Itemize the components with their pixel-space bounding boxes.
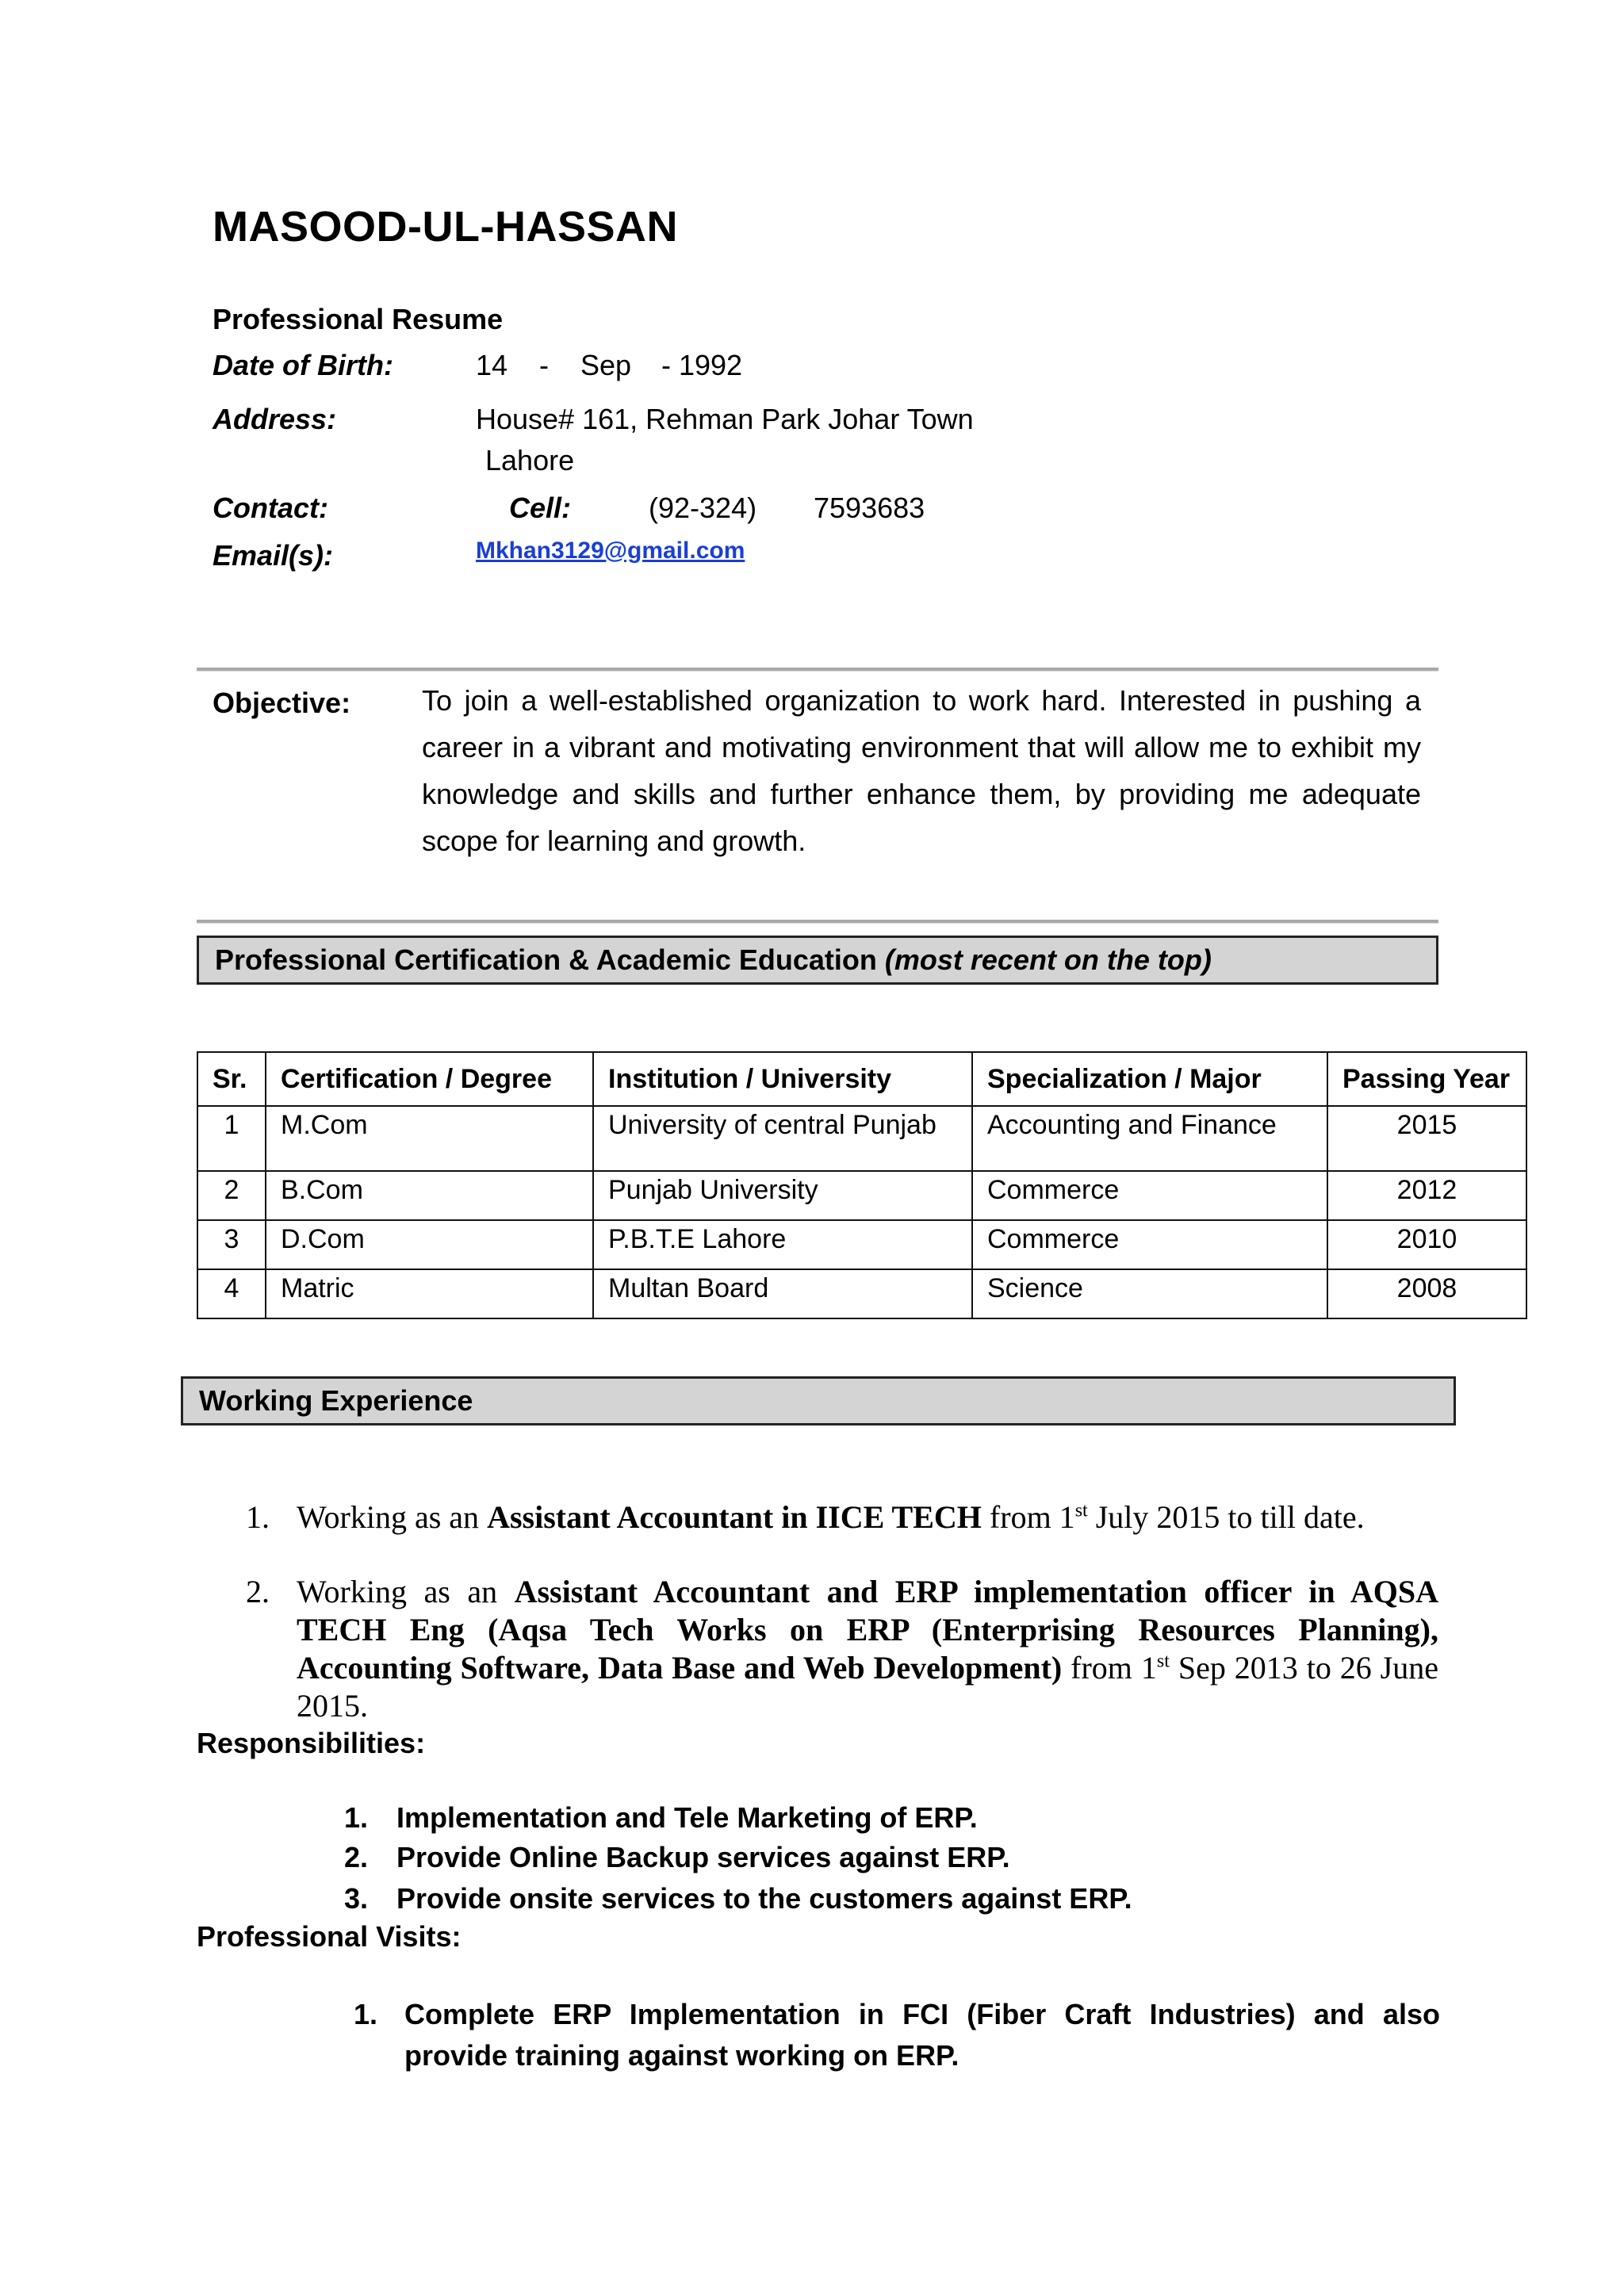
- ordinal-suffix: st: [1156, 1651, 1170, 1672]
- experience-text: from 1: [1062, 1650, 1157, 1686]
- address-line-1: House# 161, Rehman Park Johar Town: [476, 403, 974, 435]
- cell-degree: Matric: [266, 1269, 593, 1318]
- experience-section-header: [181, 1376, 1456, 1425]
- visits-heading: Professional Visits:: [197, 1920, 462, 1953]
- responsibility-number: 2.: [344, 1841, 369, 1873]
- experience-text: from 1: [981, 1499, 1075, 1535]
- cell-specialization: Commerce: [972, 1171, 1327, 1220]
- cell-specialization: Accounting and Finance: [972, 1106, 1327, 1171]
- cell-institution: Multan Board: [593, 1269, 972, 1318]
- column-header-institution: Institution / University: [593, 1052, 972, 1106]
- experience-item-number: 2.: [246, 1574, 270, 1609]
- cell-specialization: Commerce: [972, 1220, 1327, 1269]
- visit-number: 1.: [354, 1998, 378, 2030]
- responsibility-item: Implementation and Tele Marketing of ERP.: [396, 1801, 978, 1834]
- experience-text: Sep 2013 to 26 June 2015.: [297, 1650, 1439, 1724]
- education-heading: Professional Certification & Academic Education: [215, 943, 877, 976]
- table-row: [197, 1220, 1526, 1269]
- dob-day: 14: [476, 349, 508, 381]
- cell-degree: D.Com: [266, 1220, 593, 1269]
- visit-item: Complete ERP Implementation in FCI (Fiber Craft Industries) and also provide training against working on ERP.: [404, 1998, 1440, 2072]
- objective-label: Objective:: [213, 687, 351, 719]
- cell-sr: 2: [197, 1171, 266, 1220]
- cell-specialization: Science: [972, 1269, 1327, 1318]
- address-label: Address:: [213, 403, 337, 435]
- divider-top: [197, 668, 1438, 672]
- responsibility-number: 3.: [344, 1882, 369, 1915]
- document-subtitle: Professional Resume: [213, 303, 504, 335]
- responsibility-item: Provide onsite services to the customers against ERP.: [396, 1882, 1132, 1915]
- column-header-passing-year: Passing Year: [1327, 1052, 1526, 1106]
- table-row: [197, 1269, 1526, 1318]
- experience-text: July 2015 to till date.: [1087, 1499, 1365, 1535]
- email-link[interactable]: Mkhan3129@gmail.com: [476, 538, 745, 564]
- objective-text: To join a well-established organization to work hard. Interested in pushing a career in a vibrant and motivating environment that will allow me to exhibit my knowledge and skills and further enhance them, by providing me adequate scope for learning and growth.: [422, 684, 1421, 857]
- column-header-degree: Certification / Degree: [266, 1052, 593, 1106]
- table-header-row: [197, 1052, 1526, 1106]
- cell-year: 2008: [1327, 1269, 1526, 1318]
- experience-role: Assistant Accountant and ERP implementation officer in AQSA TECH Eng (Aqsa Tech Works on ERP (Enterprising Resources Planning), Accounting Software, Data Base and Web Development): [297, 1574, 1438, 1686]
- cell-sr: 4: [197, 1269, 266, 1318]
- column-header-sr: Sr.: [197, 1052, 266, 1106]
- cell-area-code: (92-324): [649, 492, 757, 524]
- column-header-specialization: Specialization / Major: [972, 1052, 1327, 1106]
- ordinal-suffix: st: [1074, 1500, 1088, 1521]
- dob-label: Date of Birth:: [213, 349, 393, 381]
- education-table: [197, 1051, 1527, 1319]
- experience-item: [297, 1498, 1438, 1536]
- cell-year: 2010: [1327, 1220, 1526, 1269]
- address-line-2: Lahore: [485, 444, 575, 476]
- cell-year: 2015: [1327, 1106, 1526, 1171]
- candidate-name: MASOOD-UL-HASSAN: [213, 203, 678, 251]
- table-row: [197, 1106, 1526, 1171]
- education-heading-note: (most recent on the top): [884, 943, 1212, 976]
- cell-institution: P.B.T.E Lahore: [593, 1220, 972, 1269]
- responsibility-item: Provide Online Backup services against ERP.: [396, 1841, 1010, 1873]
- email-label: Email(s):: [213, 539, 334, 572]
- cell-institution: University of central Punjab: [593, 1106, 972, 1171]
- experience-role: Assistant Accountant in IICE TECH: [487, 1499, 982, 1535]
- dob-year: - 1992: [661, 349, 743, 381]
- responsibilities-heading: Responsibilities:: [197, 1727, 426, 1759]
- education-section-header: [197, 936, 1438, 985]
- experience-item-number: 1.: [246, 1499, 270, 1535]
- cell-year: 2012: [1327, 1171, 1526, 1220]
- cell-label: Cell:: [509, 492, 572, 524]
- experience-heading: Working Experience: [199, 1384, 473, 1417]
- experience-item: [297, 1573, 1438, 1725]
- cell-sr: 1: [197, 1106, 266, 1171]
- table-row: [197, 1171, 1526, 1220]
- experience-text: Working as an: [297, 1574, 515, 1609]
- cell-degree: M.Com: [266, 1106, 593, 1171]
- responsibility-number: 1.: [344, 1801, 369, 1834]
- contact-label: Contact:: [213, 492, 328, 524]
- cell-degree: B.Com: [266, 1171, 593, 1220]
- experience-text: Working as an: [297, 1499, 488, 1535]
- dob-month: Sep: [580, 349, 632, 381]
- cell-institution: Punjab University: [593, 1171, 972, 1220]
- dob-separator: -: [539, 349, 549, 381]
- cell-number: 7593683: [814, 492, 925, 524]
- cell-sr: 3: [197, 1220, 266, 1269]
- divider-bottom: [197, 920, 1438, 924]
